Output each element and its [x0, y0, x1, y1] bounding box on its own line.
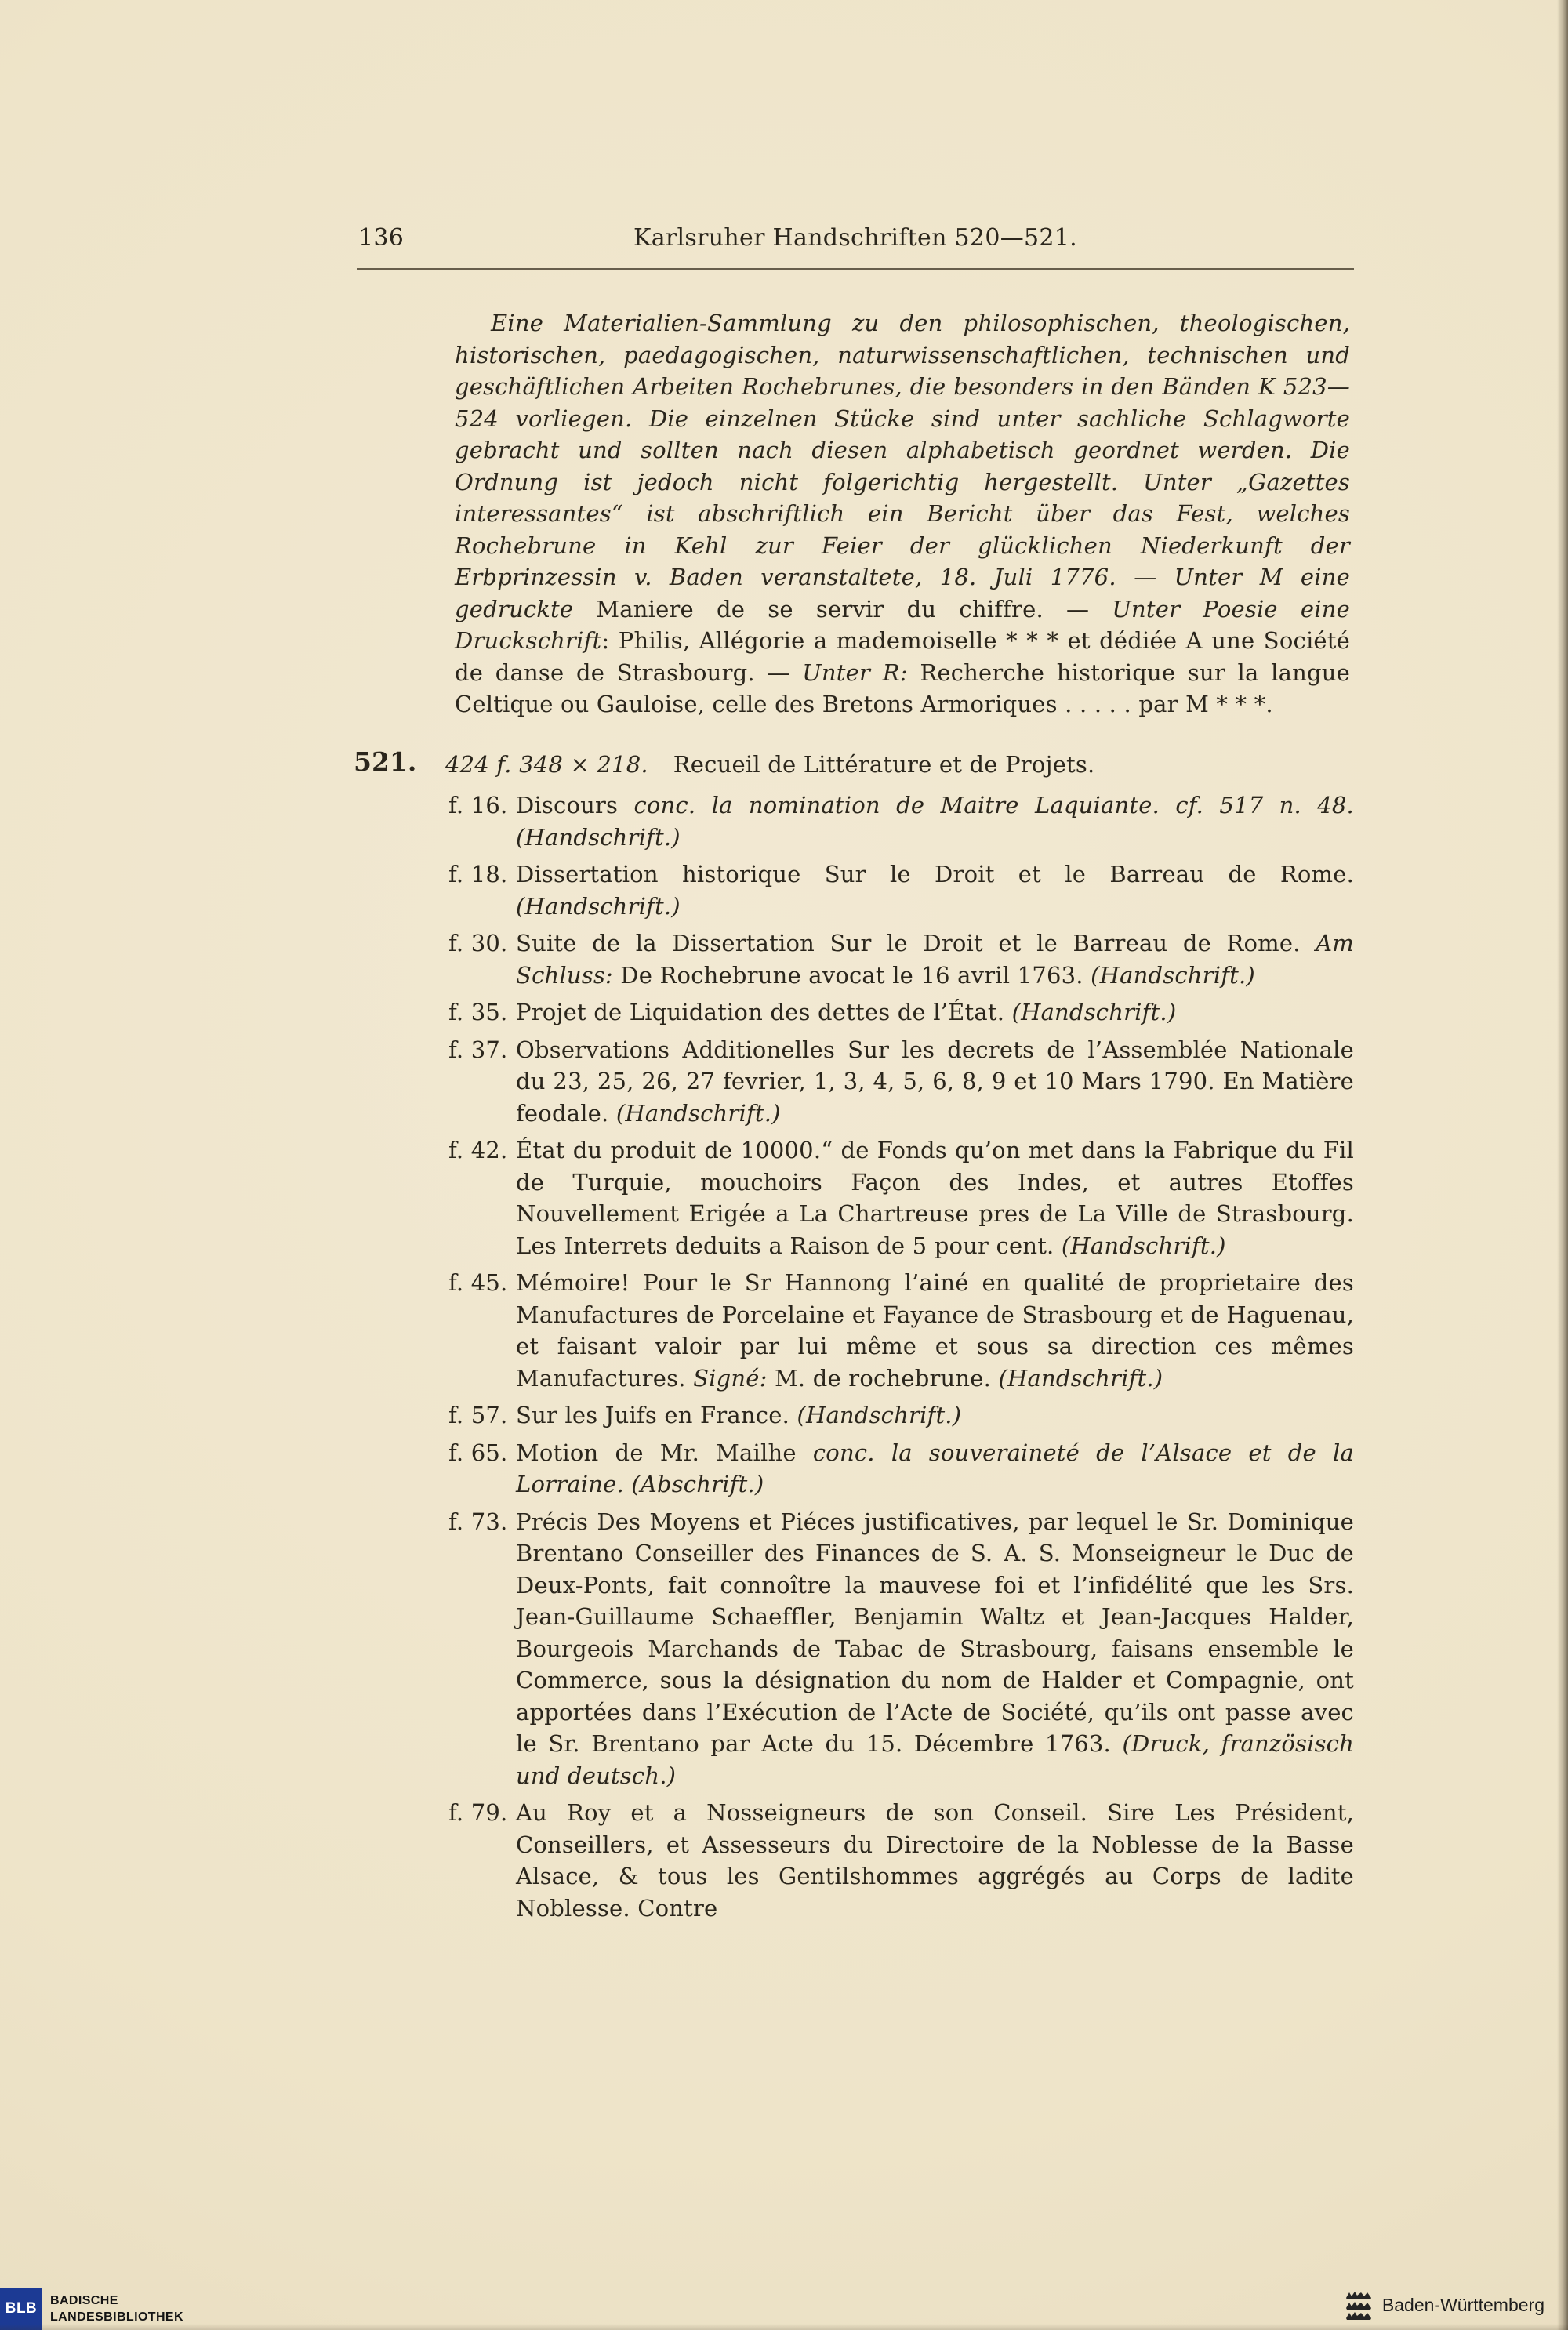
item-text [516, 1439, 1354, 1498]
roman-text-run: Sur les Juifs en France. [516, 1402, 797, 1428]
page-number: 136 [358, 224, 405, 252]
item-text [516, 1137, 1354, 1259]
entry-item [445, 1399, 1354, 1432]
item-text [516, 1508, 1354, 1789]
entry-item [445, 1506, 1354, 1792]
entry-collation: 424 f. 348 × 218. [445, 750, 648, 778]
roman-text-run: Précis Des Moyens et Piéces justificatives, par lequel le Sr. Dominique Brentano Conseiller des Finances de S. A. S. Monseigneur le Duc de Deux-Ponts, fait connoître la mauvese foi et l’infidélité que les Srs. Jean-Guillaume Schaeffler, Benjamin Waltz et Jean-Jacques Halder, Bourgeois Marchands de Tabac de Strasbourg, faisans ensemble le Commerce, sous la désignation du nom de Halder et Compagnie, ont apportées dans l’Exécution de l’Acte de Société, qu’ils ont passe avec le Sr. Brentano par Acte du 15. Décembre 1763. [516, 1508, 1354, 1757]
italic-text-run: Eine Materialien-Sammlung zu den philosophischen, theologischen, historischen, paedagogischen, naturwissenschaftlichen, technischen und geschäftlichen Arbeiten Rochebrunes, die besonders in den Bänden K 523—524 vorliegen. Die einzelnen Stücke sind unter sachliche Schlagworte gebracht und sollten nach diesen alphabetisch geordnet werden. Die Ordnung ist jedoch nicht folgerichtig hergestellt. Unter „Gazettes interessantes“ ist abschriftlich ein Bericht über das Fest, welches Rochebrune in Kehl zur Feier der glücklichen Niederkunft der Erbprinzessin v. Baden veranstaltete, 18. Juli 1776. — Unter M eine gedruckte [455, 310, 1350, 622]
folio-label: f. 35. [448, 999, 508, 1025]
library-name [50, 2292, 183, 2325]
item-text [516, 930, 1354, 989]
folio-label: f. 65. [448, 1439, 508, 1466]
italic-text-run: Unter R: [802, 659, 908, 686]
roman-text-run: M. de rochebrune. [767, 1364, 999, 1392]
library-name-line1: BADISCHE [50, 2294, 118, 2307]
italic-text-run: Unter Poesie eine Druckschrift [455, 595, 1350, 654]
entry-item [445, 1267, 1354, 1394]
italic-text-run: conc. la nomination de Maitre Laquiante. cf. 517 n. 48. (Handschrift.) [516, 792, 1354, 851]
item-text [516, 1269, 1354, 1392]
entry-item [445, 996, 1354, 1029]
roman-text-run: Mémoire! Pour le Sr Hannong l’ainé en qualité de proprietaire des Manufactures de Porcelaine et Fayance de Strasbourg et de Haguenau, et faisant valoir par lui même et sous sa direction ces mêmes Manufactures. [516, 1269, 1354, 1392]
text-block [354, 224, 1354, 1929]
folio-label: f. 30. [448, 930, 508, 956]
page-header [357, 224, 1354, 260]
roman-text-run: : Philis, Allégorie a mademoiselle * * * et dédiée A une Société de danse de Strasbourg. — [455, 627, 1350, 686]
roman-text-run: Projet de Liquidation des dettes de l’État. [516, 999, 1012, 1025]
library-name-line2: LANDESBIBLIOTHEK [50, 2310, 183, 2324]
italic-text-run: (Druck, französisch und deutsch.) [516, 1730, 1354, 1789]
folio-label: f. 57. [448, 1402, 508, 1428]
item-text [516, 1799, 1354, 1922]
running-title: Karlsruher Handschriften 520—521. [633, 224, 1077, 252]
item-text [516, 792, 1354, 851]
item-text [516, 861, 1354, 920]
italic-text-run: (Handschrift.) [516, 892, 681, 920]
blb-abbr: BLB [5, 2300, 38, 2317]
entry-item [445, 1797, 1354, 1924]
italic-text-run: (Handschrift.) [797, 1402, 962, 1428]
italic-text-run: (Handschrift.) [615, 1099, 781, 1127]
entry-item [445, 1034, 1354, 1130]
roman-text-run: Recherche historique sur la langue Celtique ou Gauloise, celle des Bretons Armoriques . . . . . par M * * *. [455, 659, 1350, 717]
entry-item [445, 927, 1354, 991]
entry-items [445, 789, 1354, 1924]
catalog-entry-521 [354, 746, 1354, 1925]
folio-label: f. 79. [448, 1799, 508, 1826]
entry-item [445, 858, 1354, 922]
folio-label: f. 73. [448, 1508, 508, 1535]
folio-label: f. 42. [448, 1137, 508, 1163]
roman-text-run: De Rochebrune avocat le 16 avril 1763. [612, 961, 1091, 989]
folio-label: f. 45. [448, 1269, 508, 1296]
roman-text-run: Dissertation historique Sur le Droit et le Barreau de Rome. [516, 861, 1354, 887]
entry-item [445, 1134, 1354, 1261]
roman-text-run: Motion de Mr. Mailhe [516, 1439, 813, 1466]
italic-text-run: Signé: [693, 1364, 768, 1392]
italic-text-run: (Handschrift.) [1091, 961, 1255, 989]
entry-item [445, 1437, 1354, 1501]
header-rule [357, 268, 1354, 270]
bw-label: Baden-Württemberg [1381, 2294, 1544, 2315]
roman-text-run: Maniere de se servir du chiffre. — [596, 595, 1112, 622]
italic-text-run: (Handschrift.) [998, 1364, 1163, 1392]
folio-label: f. 37. [448, 1036, 508, 1063]
bw-logo-block [1343, 2289, 1544, 2321]
italic-text-run: (Handschrift.) [1061, 1232, 1226, 1259]
folio-label: f. 18. [448, 861, 508, 887]
italic-text-run: Am Schluss: [516, 930, 1354, 989]
roman-text-run: Observations Additionelles Sur les decrets de l’Assemblée Nationale du 23, 25, 26, 27 fevrier, 1, 3, 4, 5, 6, 8, 9 et 10 Mars 1790. En Matière feodale. [516, 1036, 1354, 1127]
roman-text-run: État du produit de 10000.“ de Fonds qu’on met dans la Fabrique du Fil de Turquie, mouchoirs Façon des Indes, et autres Etoffes Nouvellement Erigée a La Chartreuse pres de La Ville de Strasbourg. Les Interrets deduits a Raison de 5 pour cent. [516, 1137, 1354, 1259]
italic-text-run: conc. la souveraineté de l’Alsace et de la Lorraine. (Abschrift.) [516, 1439, 1354, 1497]
scan-edge-shadow [1557, 0, 1568, 2330]
folio-label: f. 16. [448, 792, 508, 818]
roman-text-run: Discours [516, 792, 634, 818]
scan-bottom-shadow [0, 2324, 1568, 2330]
item-text [516, 999, 1176, 1025]
intro-paragraph [455, 307, 1350, 720]
roman-text-run: Au Roy et a Nosseigneurs de son Conseil. Sire Les Président, Conseillers, et Assesseurs du Directoire de la Noblesse de la Basse Alsace, & tous les Gentilshommes aggrégés au Corps de ladite Noblesse. Contre [516, 1799, 1354, 1922]
item-text [516, 1402, 961, 1428]
entry-item [445, 789, 1354, 853]
italic-text-run: (Handschrift.) [1011, 999, 1177, 1025]
entry-number: 521. [354, 746, 417, 777]
entry-head [445, 749, 1354, 781]
item-text [516, 1036, 1354, 1127]
bw-coat-of-arms-icon [1343, 2289, 1374, 2321]
entry-title: Recueil de Littérature et de Projets. [673, 750, 1095, 778]
roman-text-run: Suite de la Dissertation Sur le Droit et le Barreau de Rome. [516, 930, 1316, 956]
entry-body [445, 749, 1354, 1925]
